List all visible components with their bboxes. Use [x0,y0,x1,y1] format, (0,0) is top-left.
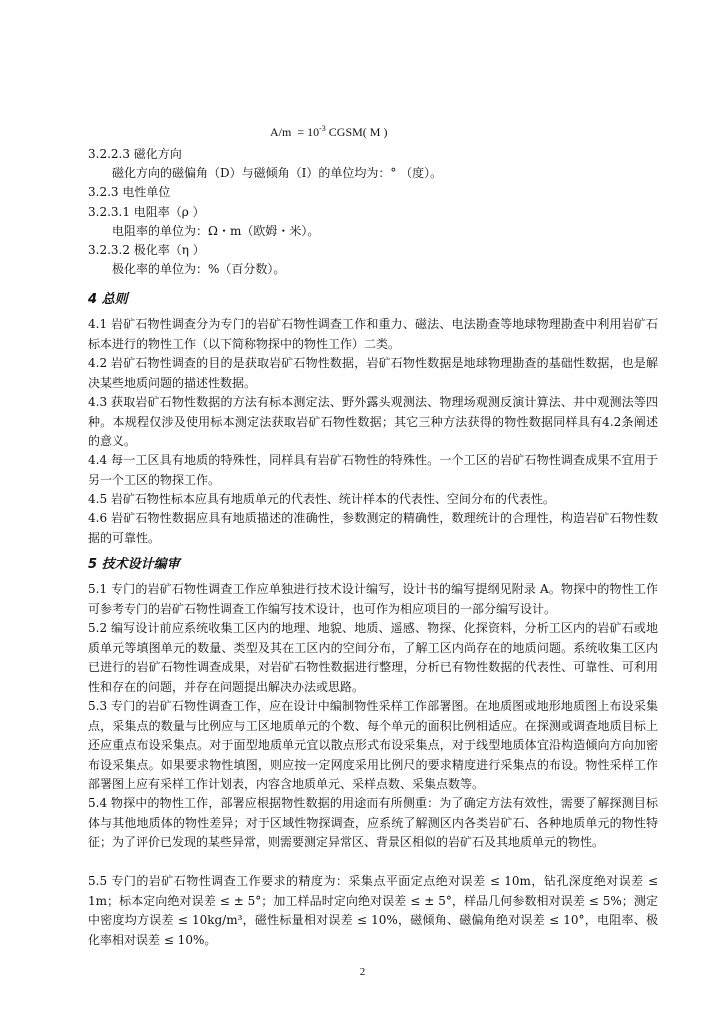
paragraph-5-5: 5.5 专门的岩矿石物性调查工作要求的精度为：采集点平面定点绝对误差 ≤ 10m，钻孔深度绝对误差 ≤ 1m；标本定向绝对误差 ≤ ± 5°；加工样品时定向绝对误差 ≤ ± 5°，样品几何参数相对误差 ≤ 5%；测定中密度均方误差 ≤ 10kg/m³，磁性标量相对误差 ≤ 10%，磁倾角、磁偏角绝对误差 ≤ 10°，电阻率、极化率相对误差 ≤ 10%。 [88,874,658,947]
paragraph-4-3: 4.3 获取岩矿石物性数据的方法有标本测定法、野外露头观测法、物理场观测反演计算法、井中观测法等四种。本规程仅涉及使用标本测定法获取岩矿石物性数据；其它三种方法获得的物性数据同样具有4.2条阐述的意义。 [88,395,658,448]
magnetization-direction-text: 磁化方向的磁偏角（D）与磁倾角（I）的单位均为：° （度）。 [112,166,443,180]
paragraph-5-3: 5.3 专门的岩矿石物性调查工作，应在设计中编制物性采样工作部署图。在地质图或地形地质图上布设采集点，采集点的数量与比例应与工区地质单元的个数、每个单元的面积比例相适应。在探测或调查地质目标上还应重点布设采集点。对于面型地质单元宜以散点形式布设采集点，对于线型地质体宜沿构造倾向方向加密布设采集点。如果要求物性填图，则应按一定网度采用比例尺的要求精度进行采集点的布设。物性采样工作部署图上应有采样工作计划表，内容含地质单元、采样点数、采集点数等。 [88,699,658,791]
paragraph-5-4: 5.4 物探中的物性工作，部署应根据物性数据的用途而有所侧重：为了确定方法有效性，需要了解探测目标体与其他地质体的物性差异；对于区域性物探调查，应系统了解测区内各类岩矿石、各种地质单元的物性特征；为了评价已发现的某些异常，则需要测定异常区、背景区相似的岩矿石及其地质单元的物性。 [88,796,658,849]
paragraph-4-1: 4.1 岩矿石物性调查分为专门的岩矿石物性调查工作和重力、磁法、电法勘查等地球物理勘查中利用岩矿石标本进行的物性工作（以下简称物探中的物性工作）二类。 [88,317,658,351]
formula-left: A/m [270,125,292,139]
page-number: 2 [359,966,366,978]
paragraph-4-6: 4.6 岩矿石物性数据应具有地质描述的准确性，参数测定的精确性，数理统计的合理性，构造岩矿石物性数据的可靠性。 [88,511,658,545]
unit-formula [270,124,387,140]
subsection-title-3-2-3-1: 3.2.3.1 电阻率（ρ ） [88,205,205,219]
subsection-title-3-2-3-2: 3.2.3.2 极化率（η ） [88,243,205,257]
section-heading-5: 5 技术设计编审 [88,557,180,572]
formula-right: CGSM( M ) [325,125,388,139]
section-heading-4: 4 总则 [88,292,128,307]
formula-exponent: -3 [319,124,326,133]
polarizability-unit-text: 极化率的单位为：%（百分数）。 [112,262,286,276]
resistivity-unit-text: 电阻率的单位为：Ω・m（欧姆・米）。 [112,224,320,238]
paragraph-5-2: 5.2 编写设计前应系统收集工区内的地理、地貌、地质、遥感、物探、化探资料，分析工区内的岩矿石或地质单元等填图单元的数量、类型及其在工区内的空间分布，了解工区内尚存在的地质问题。系统收集工区内已进行的岩矿石物性调查成果，对岩矿石物性数据进行整理，分析已有物性数据的代表性、可靠性、可利用性和存在的问题，并存在问题提出解决办法或思路。 [88,621,658,694]
paragraph-5-1: 5.1 专门的岩矿石物性调查工作应单独进行技术设计编写，设计书的编写提纲见附录 A。物探中的物性工作可参考专门的岩矿石物性调查工作编写技术设计，也可作为相应项目的一部分编写设计。 [88,582,658,616]
formula-eq: = 10 [297,125,320,139]
subsection-title-3-2-3: 3.2.3 电性单位 [88,185,171,199]
subsection-title-3-2-2-3: 3.2.2.3 磁化方向 [88,147,182,161]
paragraph-4-5: 4.5 岩矿石物性标本应具有地质单元的代表性、统计样本的代表性、空间分布的代表性。 [88,492,555,506]
paragraph-4-4: 4.4 每一工区具有地质的特殊性，同样具有岩矿石物性的特殊性。一个工区的岩矿石物性调查成果不宜用于另一个工区的物探工作。 [88,453,658,487]
paragraph-4-2: 4.2 岩矿石物性调查的目的是获取岩矿石物性数据，岩矿石物性数据是地球物理勘查的基础性数据，也是解决某些地质问题的描述性数据。 [88,356,658,390]
